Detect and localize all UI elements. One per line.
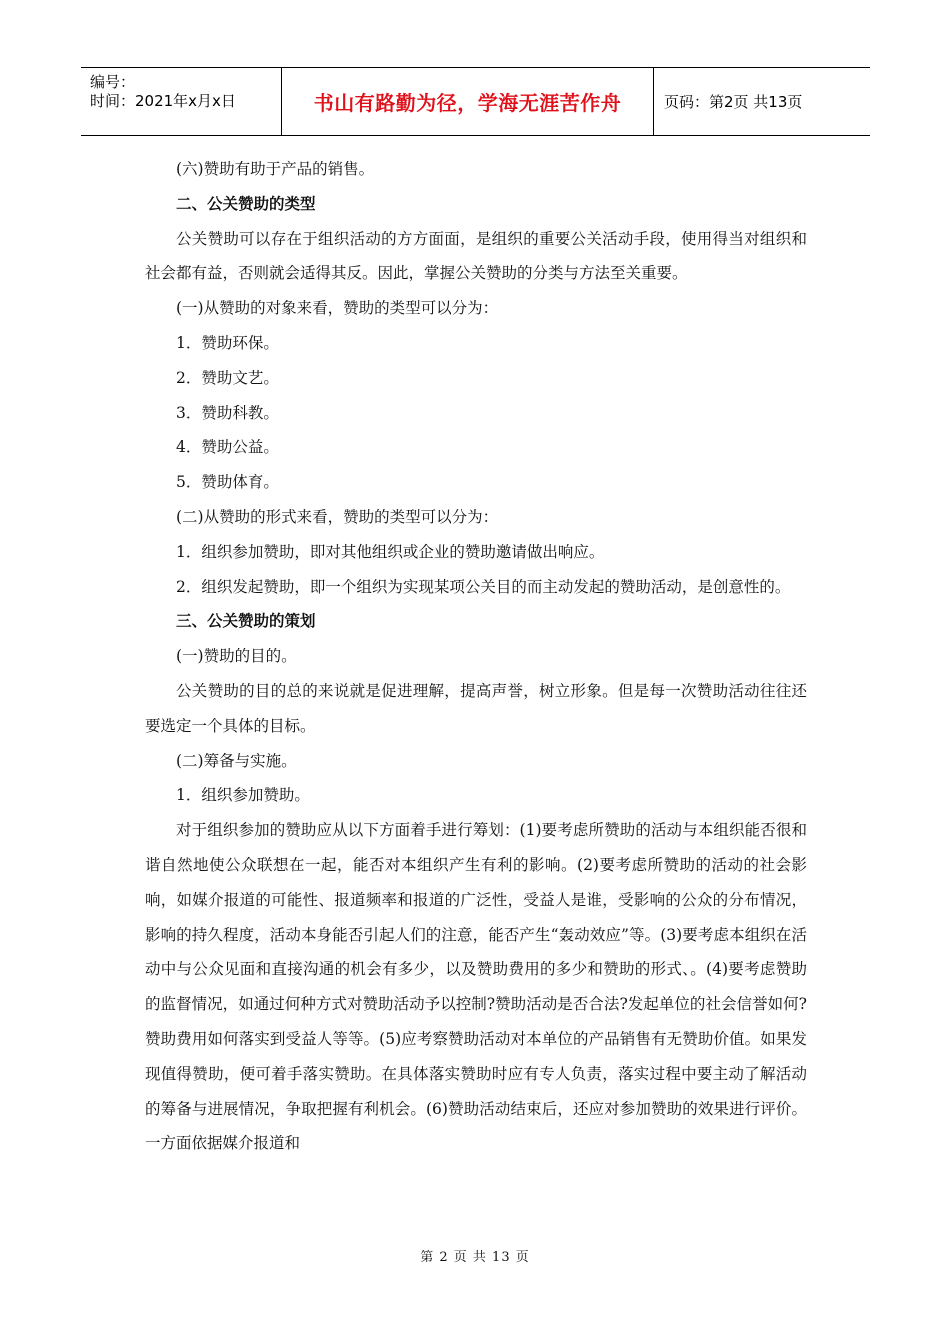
paragraph: (一)赞助的目的。: [176, 647, 297, 666]
paragraph: (一)从赞助的对象来看，赞助的类型可以分为：: [176, 299, 499, 318]
list-item: 1．赞助环保。: [176, 333, 279, 352]
paragraph: (二)筹备与实施。: [176, 751, 297, 770]
section-heading: 二、公关赞助的类型: [176, 194, 316, 213]
paragraph: 公关赞助可以存在于组织活动的方方面面，是组织的重要公关活动手段，使用得当对组织和社会都有益，否则就会适得其反。因此，掌握公关赞助的分类与方法至关重要。: [145, 229, 807, 283]
list-item: 3．赞助科教。: [176, 403, 279, 422]
list-item: 4．赞助公益。: [176, 438, 279, 457]
paragraph: (二)从赞助的形式来看，赞助的类型可以分为：: [176, 507, 499, 526]
document-number-label: 编号：: [90, 73, 136, 91]
paragraph: 公关赞助的目的总的来说就是促进理解，提高声誉，树立形象。但是每一次赞助活动往往还要选定一个具体的目标。: [145, 681, 807, 735]
document-header: [81, 67, 870, 136]
paragraph: (六)赞助有助于产品的销售。: [176, 160, 375, 178]
list-item: 1．组织参加赞助，即对其他组织或企业的赞助邀请做出响应。: [176, 542, 605, 561]
page-footer: 第 2 页 共 13 页: [420, 1250, 530, 1265]
document-body: [145, 152, 807, 1161]
list-item: 1．组织参加赞助。: [176, 786, 310, 805]
list-item: 2．赞助文艺。: [176, 368, 279, 387]
header-page-info: 页码：第2页 共13页: [664, 93, 803, 111]
list-item: 2．组织发起赞助，即一个组织为实现某项公关目的而主动发起的赞助活动，是创意性的。: [176, 577, 791, 596]
list-item: 5．赞助体育。: [176, 473, 279, 492]
header-motto: 书山有路勤为径，学海无涯苦作舟: [282, 68, 654, 135]
paragraph: 对于组织参加的赞助应从以下方面着手进行筹划：(1)要考虑所赞助的活动与本组织能否很和谐自然地使公众联想在一起，能否对本组织产生有利的影响。(2)要考虑所赞助的活动的社会影响，如媒介报道的可能性、报道频率和报道的广泛性，受益人是谁，受影响的公众的分布情况，影响的持久程度，活动本身能否引起人们的注意，能否产生“轰动效应”等。(3)要考虑本组织在活动中与公众见面和直接沟通的机会有多少，以及赞助费用的多少和赞助的形式、。(4)要考虑赞助的监督情况，如通过何种方式对赞助活动予以控制?赞助活动是否合法?发起单位的社会信誉如何?赞助费用如何落实到受益人等等。(5)应考察赞助活动对本单位的产品销售有无赞助价值。如果发现值得赞助，便可着手落实赞助。在具体落实赞助时应有专人负责，落实过程中要主动了解活动的筹备与进展情况，争取把握有利机会。(6)赞助活动结束后，还应对参加赞助的效果进行评价。一方面依据媒介报道和: [145, 821, 807, 1153]
document-time-label: 时间：2021年x月x日: [90, 92, 236, 110]
section-heading: 三、公关赞助的策划: [176, 612, 316, 631]
header-meta-cell: [81, 68, 282, 135]
